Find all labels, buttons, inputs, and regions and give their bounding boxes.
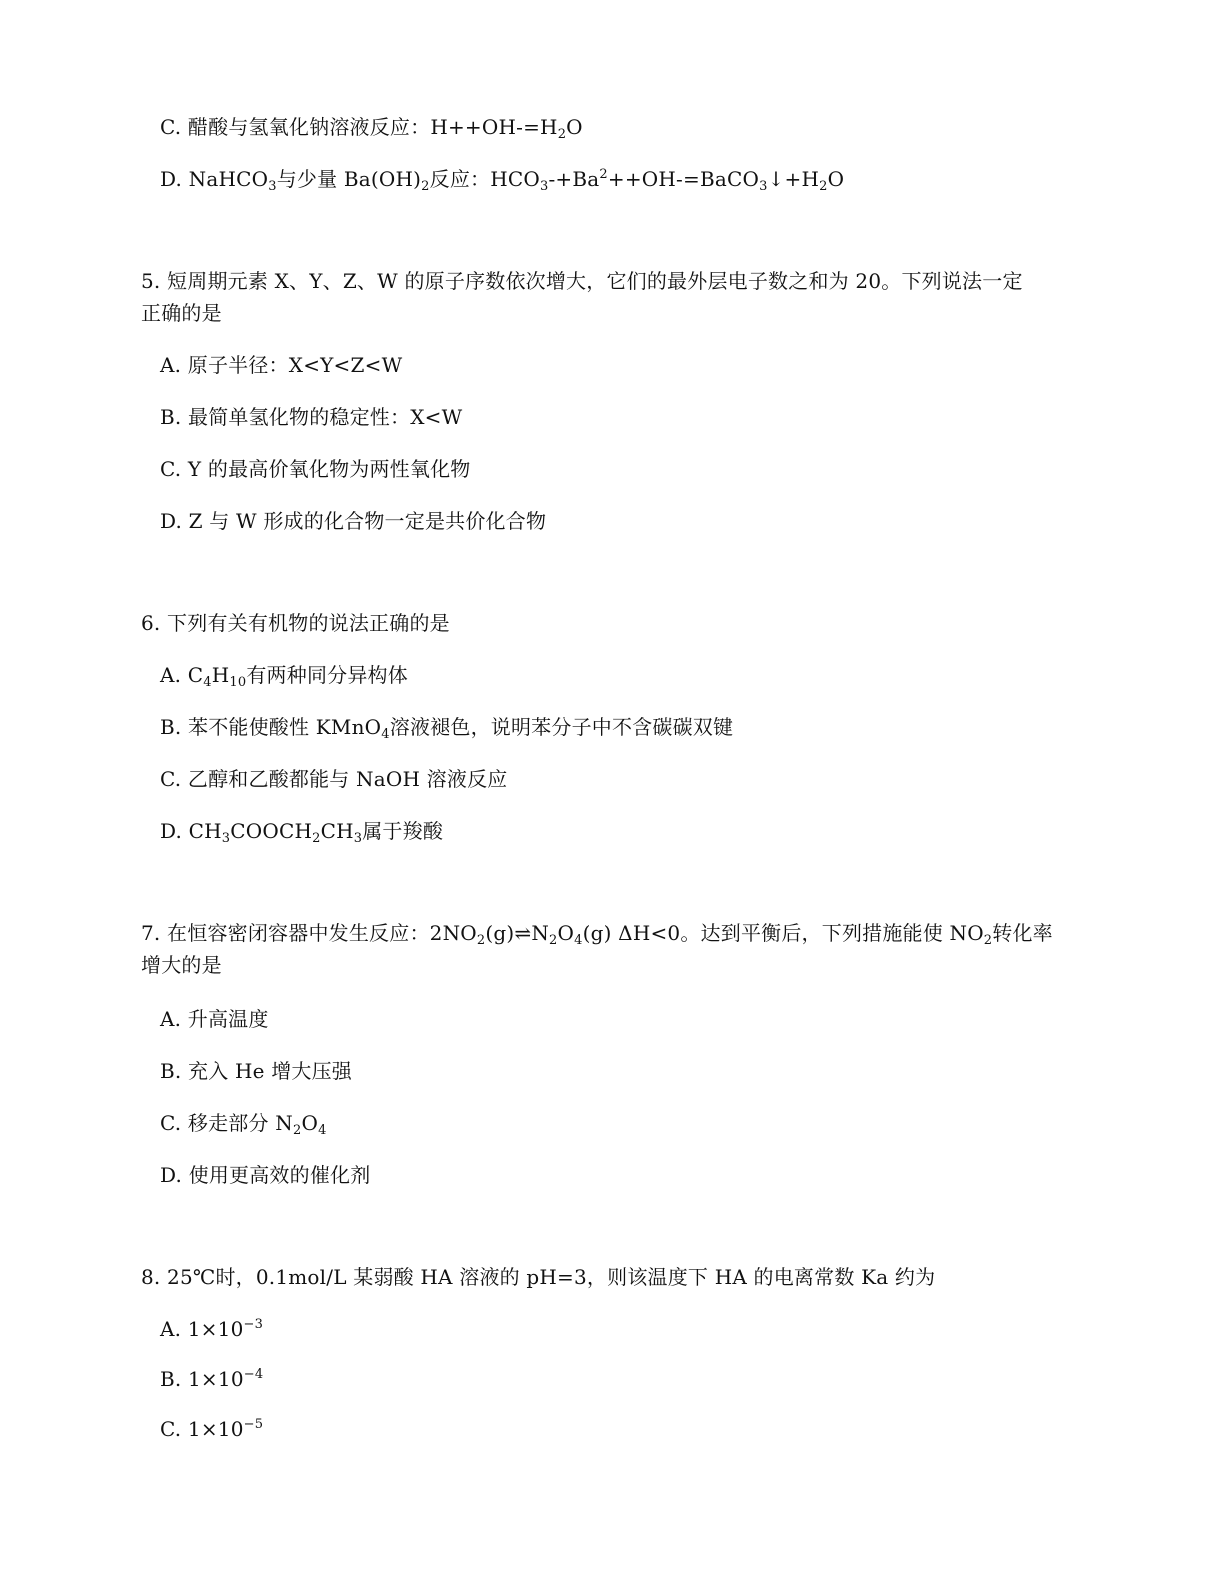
q7-option-b: B. 充入 He 增大压强	[160, 1059, 353, 1083]
q4-option-c: C. 醋酸与氢氧化钠溶液反应：$H++OH-=H_2O$	[160, 115, 583, 142]
q5-stem-line2: 正确的是	[141, 301, 222, 325]
q5-stem-line1: 5. 短周期元素 X、Y、Z、W 的原子序数依次增大，它们的最外层电子数之和为 20。下列说法一定	[141, 269, 1023, 293]
q6-option-d: D. $CH_3COOCH_2CH_3$属于羧酸	[160, 819, 444, 846]
q5-option-d: D. Z 与 W 形成的化合物一定是共价化合物	[160, 509, 547, 533]
q7-stem-line2: 增大的是	[141, 953, 222, 977]
q6-option-a: A. $C_4H_{10}$有两种同分异构体	[160, 663, 408, 690]
q8-option-b: B. $1\times 10^{-4}$	[160, 1367, 264, 1391]
q7-option-d: D. 使用更高效的催化剂	[160, 1163, 371, 1187]
q6-option-c: C. 乙醇和乙酸都能与 NaOH 溶液反应	[160, 767, 508, 791]
q5-option-c: C. Y 的最高价氧化物为两性氧化物	[160, 457, 471, 481]
q8-option-c: C. $1\times 10^{-5}$	[160, 1417, 264, 1441]
q7-option-a: A. 升高温度	[160, 1007, 269, 1031]
q5-option-a: A. 原子半径：X<Y<Z<W	[160, 353, 403, 377]
q8-option-a: A. $1\times 10^{-3}$	[160, 1317, 264, 1341]
q6-option-b: B. 苯不能使酸性 KMnO$_4$溶液褪色，说明苯分子中不含碳碳双键	[160, 715, 734, 742]
q7-stem-line1: 7. 在恒容密闭容器中发生反应：$2NO_2(g)\rightleftharpoons N_2O_4(g)$ ΔH<0。达到平衡后，下列措施能使 $NO_2$转化率	[141, 921, 1053, 948]
q4-option-d: D. NaHCO$_3$与少量 $Ba(OH)_2$反应：$HCO_3-+Ba^2++OH-=BaCO_3↓+H_2O$	[160, 167, 845, 194]
q6-stem: 6. 下列有关有机物的说法正确的是	[141, 611, 450, 635]
q8-stem: 8. 25℃时，0.1mol/L 某弱酸 HA 溶液的 pH=3，则该温度下 HA 的电离常数 Ka 约为	[141, 1265, 936, 1289]
q7-option-c: C. 移走部分 $N_2O_4$	[160, 1111, 327, 1138]
q5-option-b: B. 最简单氢化物的稳定性：X<W	[160, 405, 463, 429]
